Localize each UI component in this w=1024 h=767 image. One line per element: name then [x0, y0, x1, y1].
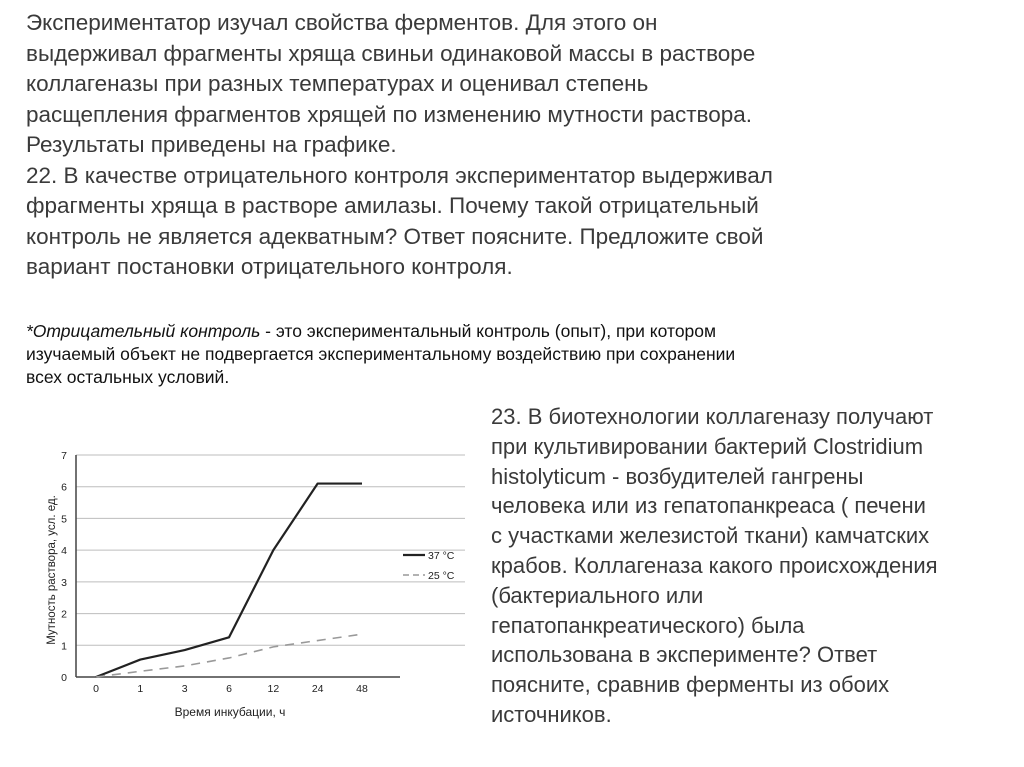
x-tick-label: 1 — [137, 683, 144, 695]
note-line: всех остальных условий. — [26, 367, 230, 387]
question-23-line: с участками железистой ткани) камчатских — [491, 523, 930, 549]
y-tick-label: 4 — [61, 545, 67, 558]
x-tick-label: 3 — [181, 683, 188, 695]
y-tick-labels — [61, 450, 67, 684]
question-23-line: при культивировании бактерий Clostridium — [491, 433, 924, 459]
question-23-line: (бактериального или — [491, 582, 704, 608]
y-tick-label: 5 — [61, 513, 67, 526]
x-axis-label: Время инкубации, ч — [174, 705, 286, 719]
intro-line: Экспериментатор изучал свойства ферментов. Для этого он — [26, 10, 658, 35]
x-tick-label: 6 — [226, 683, 232, 695]
turbidity-chart — [20, 440, 470, 730]
x-tick-label: 12 — [267, 683, 280, 695]
question-22-line: вариант постановки отрицательного контроля. — [26, 254, 513, 279]
legend-label: 25 °C — [428, 570, 455, 582]
x-tick-label: 24 — [311, 683, 324, 695]
question-23-line: 23. В биотехнологии коллагеназу получают — [491, 404, 934, 429]
intro-text — [26, 8, 1016, 283]
y-tick-label: 0 — [61, 672, 67, 684]
x-tick-label: 48 — [356, 683, 368, 695]
y-axis-label: Мутность раствора, усл. ед. — [46, 495, 58, 645]
negative-control-note — [26, 320, 1016, 389]
question-23-line: человека или из гепатопанкреаса ( печени — [491, 493, 926, 519]
question-23-line: использована в эксперименте? Ответ — [491, 642, 878, 668]
intro-line: выдерживал фрагменты хряща свиньи одинаковой массы в растворе — [26, 40, 756, 66]
chart-legend — [403, 550, 455, 582]
note-definition: - это экспериментальный контроль (опыт), при котором — [260, 321, 717, 341]
x-tick-label: 0 — [93, 683, 99, 695]
question-22-line: фрагменты хряща в растворе амилазы. Почему такой отрицательный — [26, 193, 759, 218]
y-tick-label: 2 — [61, 608, 67, 621]
note-term: *Отрицательный контроль — [26, 321, 261, 341]
series-line-solid — [96, 484, 362, 677]
y-tick-label: 6 — [61, 481, 67, 494]
x-tick-labels — [93, 683, 368, 695]
legend-label: 37 °C — [428, 550, 455, 562]
question-23-line: крабов. Коллагеназа какого происхождения — [491, 552, 938, 578]
question-23-line: histolyticum - возбудителей гангрены — [491, 463, 864, 489]
question-23-line: поясните, сравнив ферменты из обоих — [491, 672, 890, 698]
question-23-line: источников. — [491, 701, 612, 727]
y-tick-label: 7 — [61, 450, 67, 462]
series-line-dashed — [96, 634, 362, 677]
y-tick-label: 3 — [61, 576, 67, 589]
intro-line: расщепления фрагментов хрящей по изменению мутности раствора. — [26, 101, 753, 127]
note-line — [26, 320, 1016, 343]
intro-line: Результаты приведены на графике. — [26, 132, 397, 157]
chart-series — [96, 484, 362, 677]
question-23 — [491, 402, 1011, 730]
question-23-line: гепатопанкреатического) была — [491, 612, 805, 638]
intro-line: коллагеназы при разных температурах и оценивал степень — [26, 71, 649, 96]
y-tick-label: 1 — [61, 640, 67, 653]
note-line: изучаемый объект не подвергается экспериментальному воздействию при сохранении — [26, 344, 736, 364]
chart-grid — [76, 455, 465, 645]
question-22-line: контроль не является адекватным? Ответ поясните. Предложите свой — [26, 223, 764, 249]
question-22-line: 22. В качестве отрицательного контроля экспериментатор выдерживал — [26, 162, 773, 188]
